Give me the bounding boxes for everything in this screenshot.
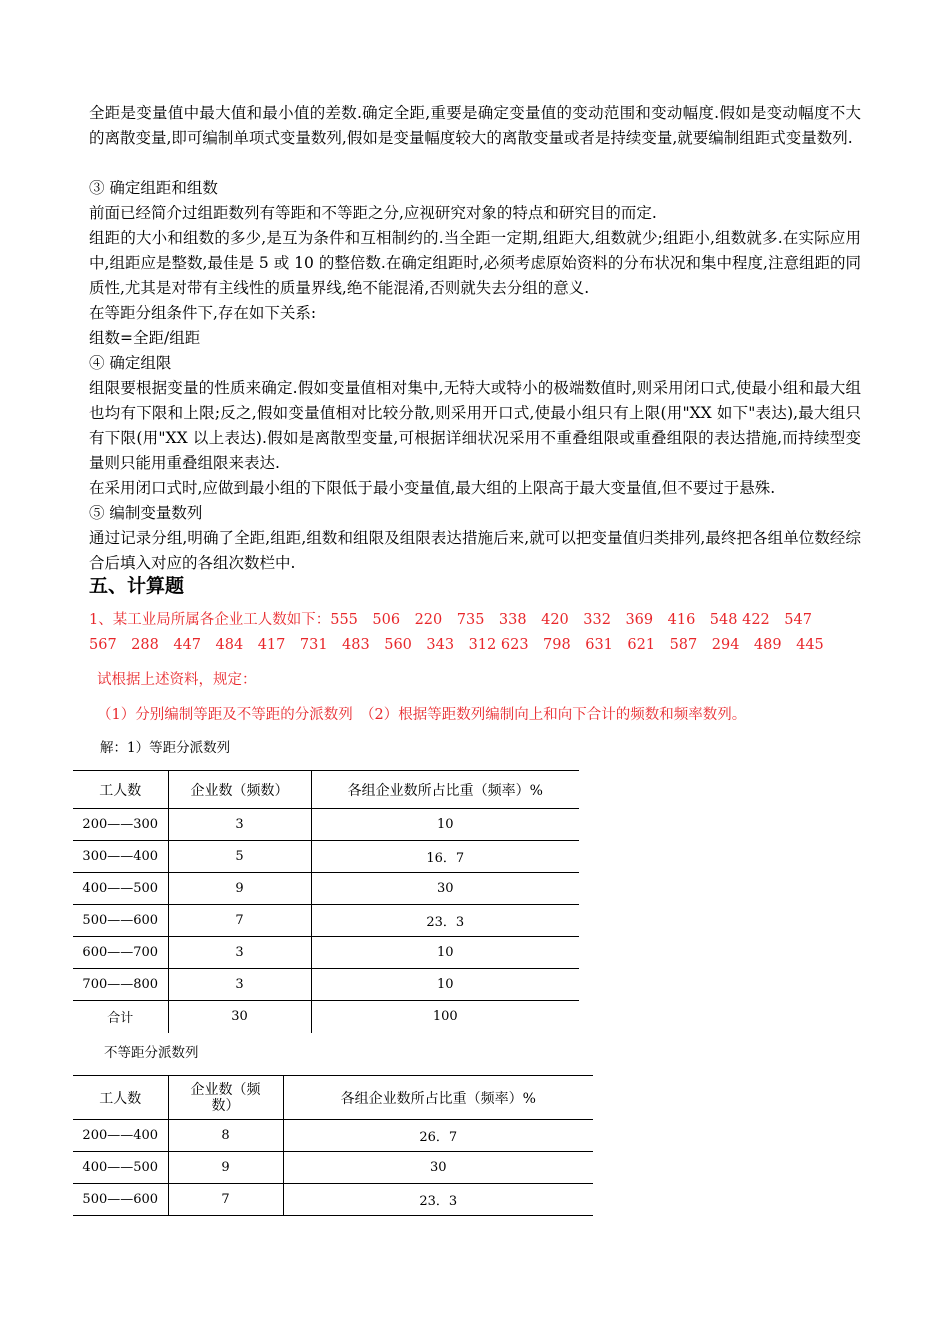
- cell-percent: 30: [311, 873, 579, 905]
- cell-range: 700——800: [73, 969, 168, 1001]
- cell-count: 9: [168, 1152, 283, 1184]
- cell-range: 500——600: [73, 1184, 168, 1216]
- cell-range: 200——400: [73, 1120, 168, 1152]
- unequal-label: 不等距分派数列: [104, 1045, 199, 1061]
- cell-range: 300——400: [73, 841, 168, 873]
- paragraph-range: 全距是变量值中最大值和最小值的差数.确定全距,重要是确定变量值的变动范围和变动幅度.假如是变动幅度不大的离散变量,即可编制单项式变量数列,假如是变量幅度较大的离散变量或者是持续变量,就要编制组距式变量数列.: [89, 104, 861, 147]
- step-heading-5: ⑤ 编制变量数列: [89, 504, 203, 522]
- table-header-row: [73, 771, 579, 809]
- header-workers: 工人数: [73, 771, 168, 809]
- paragraph-relation: 在等距分组条件下,存在如下关系:: [89, 304, 317, 322]
- equal-interval-table: [73, 770, 579, 1033]
- cell-range: 200——300: [73, 809, 168, 841]
- table-row: [73, 1152, 593, 1184]
- problem-line-4: （1）分别编制等距及不等距的分派数列 （2）根据等距数列编制向上和向下合计的频数和频率数列。: [97, 707, 747, 723]
- problem-line-2: 567 288 447 484 417 731 483 560 343 312 623 798 631 621 587 294 489 445: [89, 637, 824, 653]
- table-row: [73, 1120, 593, 1152]
- cell-percent: 10: [311, 809, 579, 841]
- formula-line: 组数=全距/组距: [89, 329, 201, 347]
- step-heading-4: ④ 确定组限: [89, 354, 172, 372]
- cell-percent: 26．7: [283, 1120, 593, 1152]
- cell-percent: 23．3: [311, 905, 579, 937]
- cell-percent: 16．7: [311, 841, 579, 873]
- cell-range: 400——500: [73, 873, 168, 905]
- cell-total-label: 合计: [73, 1001, 168, 1033]
- cell-range: 400——500: [73, 1152, 168, 1184]
- header-percent: 各组企业数所占比重（频率）%: [283, 1076, 593, 1120]
- paragraph-interval-size: 组距的大小和组数的多少,是互为条件和互相制约的.当全距一定期,组距大,组数就少;组距小,组数就多.在实际应用中,组距应是整数,最佳是 5 或 10 的整倍数.在确定组距时,必须考虑原始资料的分布状况和集中程度,注意组距的同质性,尤其是对带有主线性的质量界线,绝不能混淆,否则就失去分组的意义.: [89, 229, 861, 297]
- paragraph-closed: 在采用闭口式时,应做到最小组的下限低于最小变量值,最大组的上限高于最大变量值,但不要过于悬殊.: [89, 479, 776, 497]
- header-percent: 各组企业数所占比重（频率）%: [311, 771, 579, 809]
- problem-line-1: 1、某工业局所属各企业工人数如下：555 506 220 735 338 420 332 369 416 548 422 547: [89, 612, 812, 628]
- cell-count: 7: [168, 1184, 283, 1216]
- solution-label: 解：1）等距分派数列: [100, 740, 231, 756]
- cell-count: 7: [168, 905, 311, 937]
- cell-percent: 30: [283, 1152, 593, 1184]
- table-row: [73, 1184, 593, 1216]
- table-header-row: [73, 1076, 593, 1120]
- table-row: [73, 873, 579, 905]
- cell-count: 3: [168, 969, 311, 1001]
- cell-count: 9: [168, 873, 311, 905]
- header-workers: 工人数: [73, 1076, 168, 1120]
- table-row: [73, 841, 579, 873]
- cell-count: 3: [168, 809, 311, 841]
- step-heading-3: ③ 确定组距和组数: [89, 179, 218, 197]
- cell-percent: 23．3: [283, 1184, 593, 1216]
- problem-line-3: 试根据上述资料，规定：: [97, 672, 257, 688]
- paragraph-compile: 通过记录分组,明确了全距,组距,组数和组限及组限表达措施后来,就可以把变量值归类排列,最终把各组单位数经综合后填入对应的各组次数栏中.: [89, 529, 861, 572]
- table-row: [73, 937, 579, 969]
- table-row: [73, 969, 579, 1001]
- cell-count: 3: [168, 937, 311, 969]
- section-heading: 五、计算题: [89, 575, 185, 597]
- header-frequency: 企业数（频数）: [168, 771, 311, 809]
- table-row: [73, 809, 579, 841]
- cell-range: 500——600: [73, 905, 168, 937]
- cell-count: 5: [168, 841, 311, 873]
- header-frequency: 企业数（频数）: [168, 1076, 283, 1120]
- cell-percent: 10: [311, 937, 579, 969]
- cell-count: 8: [168, 1120, 283, 1152]
- table-row: [73, 905, 579, 937]
- unequal-interval-table: [73, 1075, 593, 1216]
- table-total-row: [73, 1001, 579, 1033]
- cell-total-count: 30: [168, 1001, 311, 1033]
- paragraph-limits: 组限要根据变量的性质来确定.假如变量值相对集中,无特大或特小的极端数值时,则采用闭口式,使最小组和最大组也均有下限和上限;反之,假如变量值相对比较分散,则采用开口式,使最小组只有上限(用"XX 如下"表达),最大组只有下限(用"XX 以上表达).假如是离散型变量,可根据详细状况采用不重叠组限或重叠组限的表达措施,而持续型变量则只能用重叠组限来表达.: [89, 379, 861, 472]
- cell-percent: 10: [311, 969, 579, 1001]
- paragraph-intro: 前面已经简介过组距数列有等距和不等距之分,应视研究对象的特点和研究目的而定.: [89, 204, 657, 222]
- cell-range: 600——700: [73, 937, 168, 969]
- cell-total-percent: 100: [432, 1009, 458, 1025]
